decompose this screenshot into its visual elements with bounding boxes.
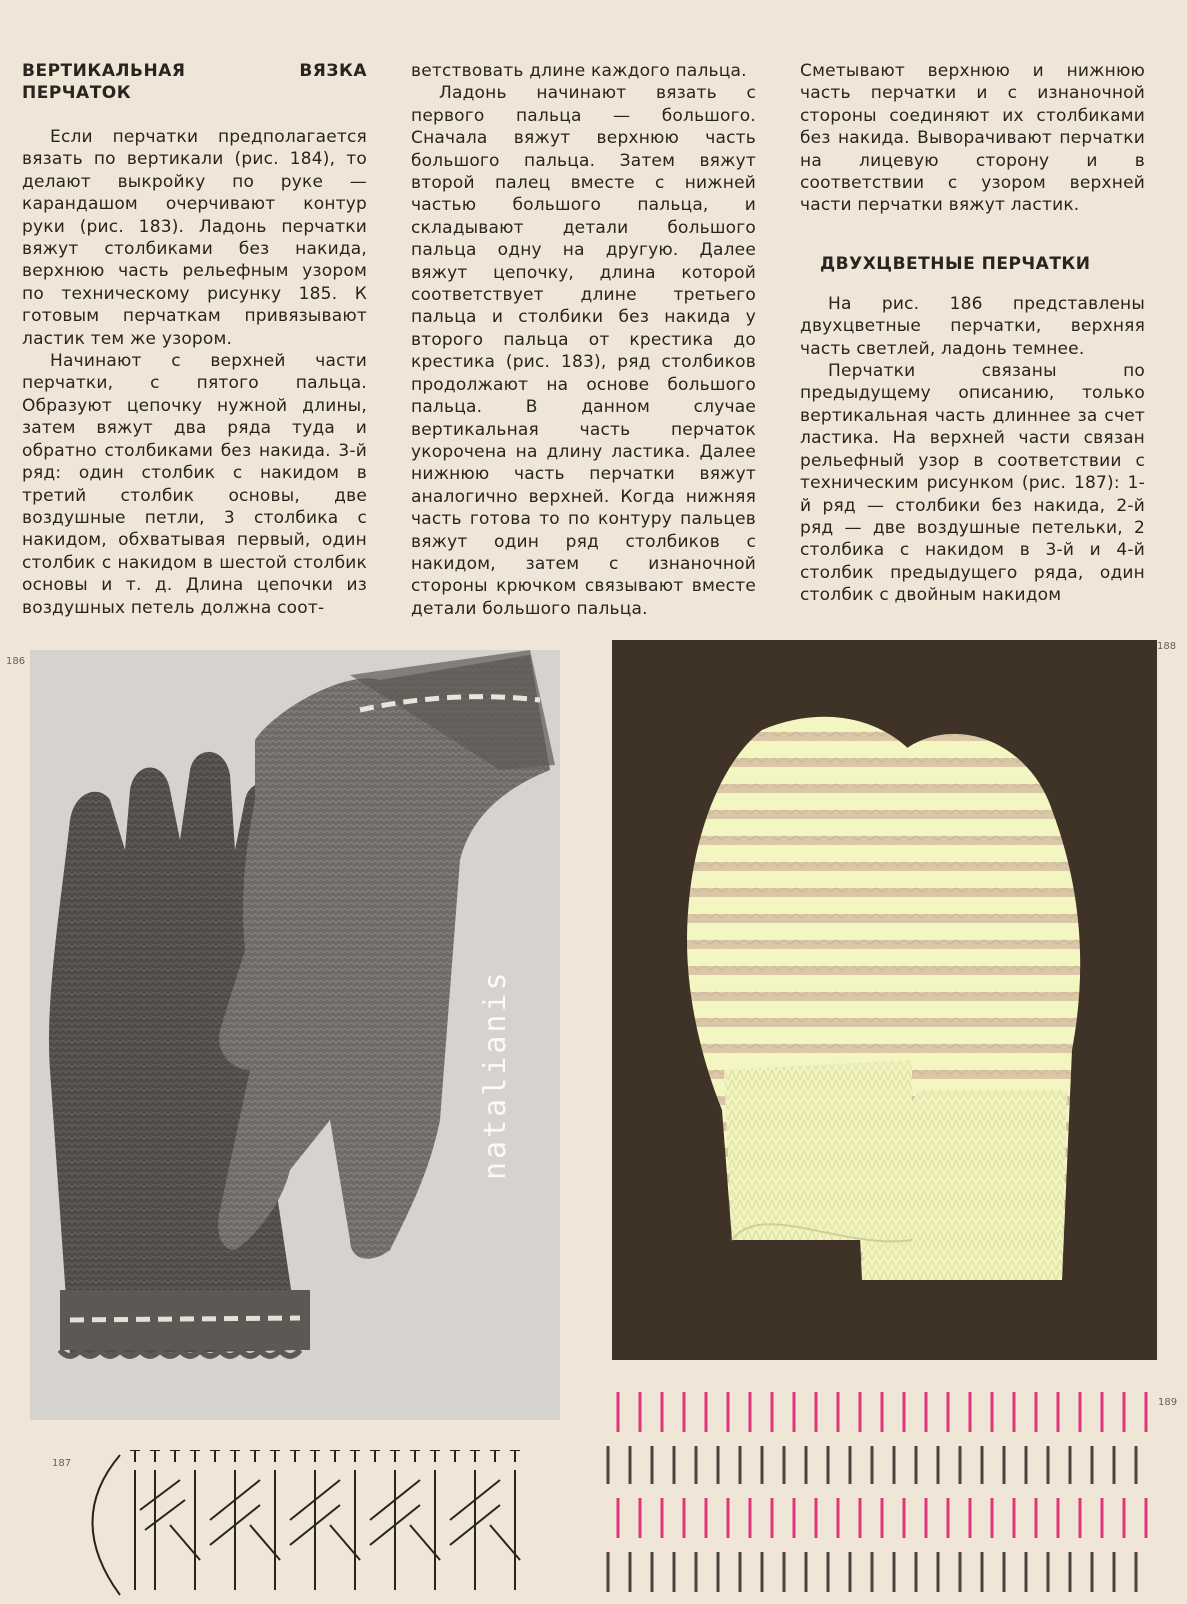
text-column-3 (800, 60, 1145, 607)
figure-number-188: 188 (1157, 641, 1177, 652)
paragraph: Начинают с верхней части перчатки, с пятого пальца. Образуют цепочку нужной длины, затем вяжут два ряда туда и обратно столбиками без накида. 3-й ряд: один столбик с накидом в третий столбик основы, две воздушные петли, 3 столбика с накидом, обхватывая первый, один столбик с накидом в шестой столбик основы и т. д. Длина цепочки из воздушных петель должна соот- (22, 351, 367, 618)
section-heading-twocolor: ДВУХЦВЕТНЫЕ ПЕРЧАТКИ (820, 253, 1091, 274)
paragraph: Перчатки связаны по предыдущему описанию, только вертикальная часть длиннее за счет ластика. На верхней части связан рельефный узор в соответствии с техническим рисунком (рис. 187): 1-й ряд — столбики без накида, 2-й ряд — две воздушные петельки, 2 столбика с накидом в 3-й и 4-й столбик предыдущего ряда, один столбик с двойным накидом (800, 361, 1145, 606)
crochet-chart-187 (60, 1450, 565, 1600)
text-column-1 (22, 60, 367, 619)
figure-number-186: 186 (6, 656, 26, 667)
paragraph: На рис. 186 представлены двухцветные перчатки, верхняя часть светлей, ладонь темнее. (800, 293, 1145, 359)
watermark: natalianis (478, 969, 513, 1180)
photo-striped-mittens (612, 640, 1157, 1360)
section-heading-vertical: ВЕРТИКАЛЬНАЯ ВЯЗКА ПЕРЧАТОК (22, 61, 367, 103)
figure-number-187: 187 (52, 1458, 72, 1469)
paragraph: ветствовать длине каждого пальца. (411, 61, 747, 81)
paragraph: Ладонь начинают вязать с первого пальца — большого. Сначала вяжут верхнюю часть большого пальца. Затем вяжут второй палец вместе с нижней частью большого пальца, и складывают детали большого пальца одну на другую. Далее вяжут цепочку, длина которой соответствует длине третьего пальца и столбики без накида у второго пальца от крестика до крестика (рис. 183), ряд столбиков продолжают на основе большого пальца. В данном случае вертикальная часть перчаток укорочена на длину ластика. Далее нижнюю часть перчатки вяжут аналогично верхней. Когда нижняя часть готова то по контуру пальцев вяжут один ряд столбиков с накидом, затем с изнаночной стороны крючком связывают вместе детали большого пальца. (411, 83, 756, 619)
figure-number-189: 189 (1158, 1397, 1178, 1408)
knit-chart-189 (600, 1392, 1160, 1600)
paragraph: Сметывают верхнюю и нижнюю часть перчатки и с изнаночной стороны соединяют их столбиками без накида. Выворачивают перчатки на лицевую сторону и в соответствии с узором верхней части перчатки вяжут ластик. (800, 61, 1145, 216)
paragraph: Если перчатки предполагается вязать по вертикали (рис. 184), то делают выкройку по руке — карандашом очерчивают контур руки (рис. 183). Ладонь перчатки вяжут столбиками без накида, верхнюю часть рельефным узором по техническому рисунку 185. К готовым перчаткам привязывают ластик тем же узором. (22, 127, 367, 349)
text-column-2 (411, 60, 756, 620)
